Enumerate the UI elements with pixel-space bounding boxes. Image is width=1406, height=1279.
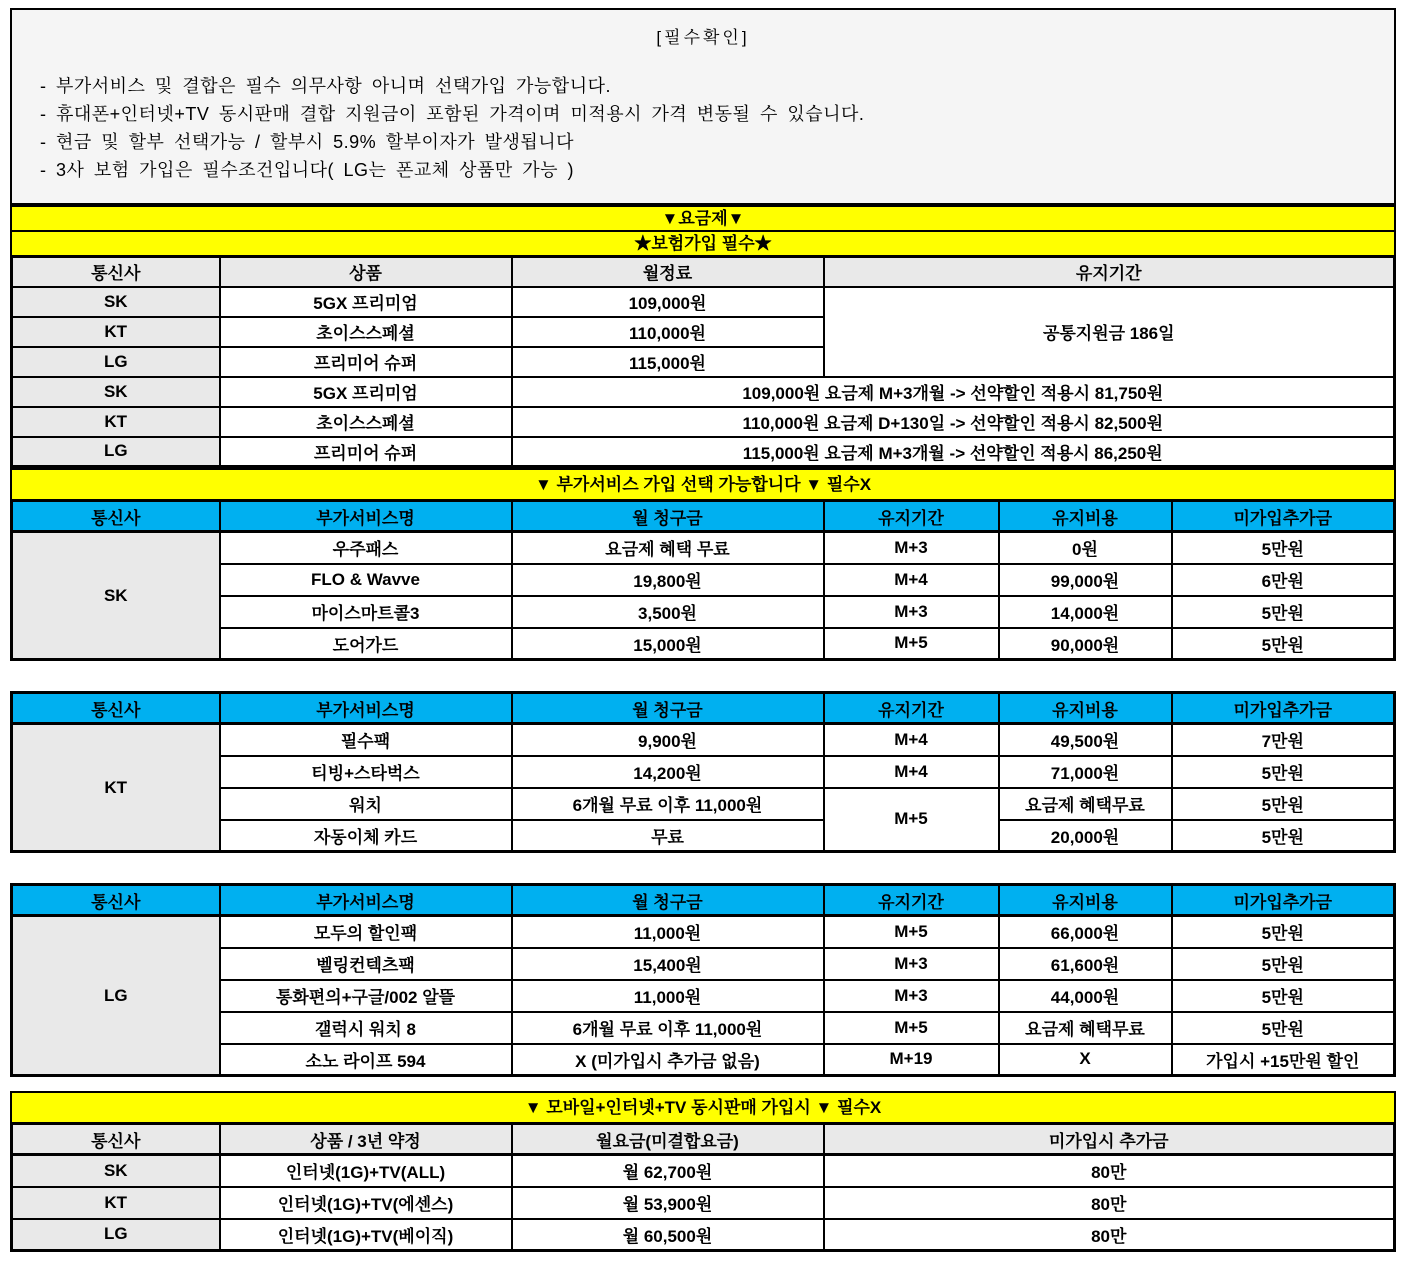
penalty-cell: 가입시 +15만원 할인 bbox=[1172, 1044, 1395, 1076]
table-row bbox=[12, 287, 1395, 317]
carrier-header: 통신사 bbox=[12, 257, 220, 287]
product-cell: 초이스스페셜 bbox=[220, 317, 512, 347]
addon-banner: ▼ 부가서비스 가입 선택 가능합니다 ▼ 필수X bbox=[10, 468, 1396, 499]
plan-banner: ▼요금제▼ bbox=[10, 205, 1396, 230]
service-name-cell: 워치 bbox=[220, 788, 512, 820]
service-name-cell: 모두의 할인팩 bbox=[220, 916, 512, 948]
product-header: 상품 bbox=[220, 257, 512, 287]
table-row bbox=[12, 916, 1395, 948]
plan-table bbox=[10, 255, 1396, 468]
monthly-fee-cell: 15,000원 bbox=[512, 628, 824, 660]
maintain-period-cell: M+3 bbox=[824, 980, 999, 1012]
insurance-banner: ★보험가입 필수★ bbox=[10, 230, 1396, 255]
table-row bbox=[12, 437, 1395, 467]
table-row bbox=[12, 1044, 1395, 1076]
maintain-cost-cell: 요금제 혜택무료 bbox=[999, 788, 1172, 820]
penalty-header: 미가입추가금 bbox=[1172, 693, 1395, 724]
maintain-cost-cell: 0원 bbox=[999, 532, 1172, 564]
section-gap bbox=[10, 661, 1396, 691]
penalty-cell: 5만원 bbox=[1172, 980, 1395, 1012]
service-name-header: 부가서비스명 bbox=[220, 501, 512, 532]
service-name-cell: 필수팩 bbox=[220, 724, 512, 756]
section-gap bbox=[10, 1077, 1396, 1091]
maintain-cost-cell: 61,600원 bbox=[999, 948, 1172, 980]
product-cell: 인터넷(1G)+TV(에센스) bbox=[220, 1187, 512, 1219]
table-header-row bbox=[12, 1124, 1395, 1155]
product-cell: 5GX 프리미엄 bbox=[220, 287, 512, 317]
product-cell: 프리미어 슈퍼 bbox=[220, 347, 512, 377]
product-cell: 프리미어 슈퍼 bbox=[220, 437, 512, 467]
penalty-cell: 80만 bbox=[824, 1187, 1395, 1219]
service-name-cell: 통화편의+구글/002 알뜰 bbox=[220, 980, 512, 1012]
table-row bbox=[12, 948, 1395, 980]
monthly-fee-cell: 월 53,900원 bbox=[512, 1187, 824, 1219]
carrier-cell: SK bbox=[12, 377, 220, 407]
table-header-row bbox=[12, 501, 1395, 532]
table-row bbox=[12, 1219, 1395, 1251]
table-header-row bbox=[12, 257, 1395, 287]
maintain-cost-cell: 49,500원 bbox=[999, 724, 1172, 756]
monthly-fee-cell: 월 60,500원 bbox=[512, 1219, 824, 1251]
maintain-period-cell: M+5 bbox=[824, 916, 999, 948]
carrier-cell: LG bbox=[12, 1219, 220, 1251]
monthly-fee-cell: 요금제 혜택 무료 bbox=[512, 532, 824, 564]
maintain-cost-cell: 71,000원 bbox=[999, 756, 1172, 788]
product-header: 상품 / 3년 약정 bbox=[220, 1124, 512, 1155]
table-row bbox=[12, 820, 1395, 852]
table-row bbox=[12, 980, 1395, 1012]
penalty-cell: 80만 bbox=[824, 1155, 1395, 1187]
service-name-cell: FLO & Wavve bbox=[220, 564, 512, 596]
penalty-header: 미가입시 추가금 bbox=[824, 1124, 1395, 1155]
monthly-fee-cell: 15,400원 bbox=[512, 948, 824, 980]
maintain-cost-header: 유지비용 bbox=[999, 885, 1172, 916]
table-row bbox=[12, 788, 1395, 820]
carrier-header: 통신사 bbox=[12, 1124, 220, 1155]
notice-line: - 현금 및 할부 선택가능 / 할부시 5.9% 할부이자가 발생됩니다 bbox=[40, 132, 575, 152]
monthly-fee-header: 월 청구금 bbox=[512, 501, 824, 532]
maintain-period-cell: M+4 bbox=[824, 724, 999, 756]
maintain-period-cell: M+5 bbox=[824, 628, 999, 660]
service-name-cell: 우주패스 bbox=[220, 532, 512, 564]
product-cell: 초이스스페셜 bbox=[220, 407, 512, 437]
service-name-cell: 소노 라이프 594 bbox=[220, 1044, 512, 1076]
monthly-fee-cell: 19,800원 bbox=[512, 564, 824, 596]
monthly-fee-cell: 무료 bbox=[512, 820, 824, 852]
monthly-fee-header: 월요금(미결합요금) bbox=[512, 1124, 824, 1155]
service-name-cell: 자동이체 카드 bbox=[220, 820, 512, 852]
monthly-fee-cell: 11,000원 bbox=[512, 980, 824, 1012]
maintain-cost-header: 유지비용 bbox=[999, 501, 1172, 532]
carrier-header: 통신사 bbox=[12, 885, 220, 916]
table-row bbox=[12, 532, 1395, 564]
maintain-cost-header: 유지비용 bbox=[999, 693, 1172, 724]
carrier-header: 통신사 bbox=[12, 693, 220, 724]
table-row bbox=[12, 756, 1395, 788]
maintain-cell: 공통지원금 186일 bbox=[824, 287, 1395, 377]
maintain-period-header: 유지기간 bbox=[824, 257, 1395, 287]
monthly-fee-cell: 월 62,700원 bbox=[512, 1155, 824, 1187]
penalty-header: 미가입추가금 bbox=[1172, 885, 1395, 916]
penalty-cell: 5만원 bbox=[1172, 948, 1395, 980]
fee-cell: 115,000원 bbox=[512, 347, 824, 377]
table-header-row bbox=[12, 693, 1395, 724]
carrier-cell: SK bbox=[12, 1155, 220, 1187]
carrier-cell: LG bbox=[12, 437, 220, 467]
penalty-cell: 5만원 bbox=[1172, 756, 1395, 788]
bundle-table bbox=[10, 1122, 1396, 1252]
monthly-fee-cell: 3,500원 bbox=[512, 596, 824, 628]
carrier-cell: SK bbox=[12, 287, 220, 317]
maintain-period-cell: M+4 bbox=[824, 756, 999, 788]
maintain-period-cell: M+5 bbox=[824, 1012, 999, 1044]
service-name-cell: 도어가드 bbox=[220, 628, 512, 660]
service-name-header: 부가서비스명 bbox=[220, 885, 512, 916]
penalty-cell: 5만원 bbox=[1172, 532, 1395, 564]
maintain-cost-cell: 99,000원 bbox=[999, 564, 1172, 596]
maintain-period-cell: M+3 bbox=[824, 596, 999, 628]
penalty-cell: 5만원 bbox=[1172, 628, 1395, 660]
monthly-fee-cell: 14,200원 bbox=[512, 756, 824, 788]
maintain-period-cell: M+19 bbox=[824, 1044, 999, 1076]
penalty-cell: 80만 bbox=[824, 1219, 1395, 1251]
service-name-header: 부가서비스명 bbox=[220, 693, 512, 724]
table-row bbox=[12, 1155, 1395, 1187]
penalty-cell: 5만원 bbox=[1172, 1012, 1395, 1044]
monthly-fee-cell: X (미가입시 추가금 없음) bbox=[512, 1044, 824, 1076]
maintain-period-cell: M+5 bbox=[824, 788, 999, 852]
fee-cell: 109,000원 bbox=[512, 287, 824, 317]
table-row bbox=[12, 1012, 1395, 1044]
maintain-cost-cell: 66,000원 bbox=[999, 916, 1172, 948]
carrier-cell: KT bbox=[12, 1187, 220, 1219]
maintain-period-header: 유지기간 bbox=[824, 501, 999, 532]
notice-title: [필수확인] bbox=[656, 28, 750, 47]
maintain-period-header: 유지기간 bbox=[824, 693, 999, 724]
discount-detail-cell: 110,000원 요금제 D+130일 -> 선약할인 적용시 82,500원 bbox=[512, 407, 1395, 437]
product-cell: 5GX 프리미엄 bbox=[220, 377, 512, 407]
maintain-period-cell: M+4 bbox=[824, 564, 999, 596]
maintain-period-cell: M+3 bbox=[824, 948, 999, 980]
maintain-cost-cell: 44,000원 bbox=[999, 980, 1172, 1012]
product-cell: 인터넷(1G)+TV(베이직) bbox=[220, 1219, 512, 1251]
maintain-cost-cell: X bbox=[999, 1044, 1172, 1076]
penalty-cell: 5만원 bbox=[1172, 788, 1395, 820]
monthly-fee-cell: 9,900원 bbox=[512, 724, 824, 756]
discount-detail-cell: 115,000원 요금제 M+3개월 -> 선약할인 적용시 86,250원 bbox=[512, 437, 1395, 467]
table-row bbox=[12, 724, 1395, 756]
service-name-cell: 마이스마트콜3 bbox=[220, 596, 512, 628]
table-row bbox=[12, 596, 1395, 628]
carrier-cell: KT bbox=[12, 407, 220, 437]
monthly-fee-cell: 6개월 무료 이후 11,000원 bbox=[512, 1012, 824, 1044]
notice-box bbox=[10, 8, 1396, 205]
carrier-header: 통신사 bbox=[12, 501, 220, 532]
penalty-header: 미가입추가금 bbox=[1172, 501, 1395, 532]
bundle-banner: ▼ 모바일+인터넷+TV 동시판매 가입시 ▼ 필수X bbox=[10, 1091, 1396, 1122]
penalty-cell: 6만원 bbox=[1172, 564, 1395, 596]
service-name-cell: 벨링컨텍츠팩 bbox=[220, 948, 512, 980]
fee-cell: 110,000원 bbox=[512, 317, 824, 347]
monthly-fee-cell: 11,000원 bbox=[512, 916, 824, 948]
carrier-cell: SK bbox=[12, 532, 220, 660]
penalty-cell: 5만원 bbox=[1172, 820, 1395, 852]
table-row bbox=[12, 1187, 1395, 1219]
notice-lines bbox=[12, 72, 1394, 184]
service-name-cell: 갤럭시 워치 8 bbox=[220, 1012, 512, 1044]
addon-table-lg bbox=[10, 883, 1396, 1077]
carrier-cell: KT bbox=[12, 724, 220, 852]
monthly-fee-header: 월 청구금 bbox=[512, 885, 824, 916]
carrier-cell: KT bbox=[12, 317, 220, 347]
maintain-cost-cell: 14,000원 bbox=[999, 596, 1172, 628]
notice-line: - 3사 보험 가입은 필수조건입니다( LG는 폰교체 상품만 가능 ) bbox=[40, 160, 575, 180]
notice-line: - 휴대폰+인터넷+TV 동시판매 결합 지원금이 포함된 가격이며 미적용시 가격 변동될 수 있습니다. bbox=[40, 104, 865, 124]
table-row bbox=[12, 407, 1395, 437]
maintain-cost-cell: 90,000원 bbox=[999, 628, 1172, 660]
monthly-fee-cell: 6개월 무료 이후 11,000원 bbox=[512, 788, 824, 820]
discount-detail-cell: 109,000원 요금제 M+3개월 -> 선약할인 적용시 81,750원 bbox=[512, 377, 1395, 407]
carrier-cell: LG bbox=[12, 347, 220, 377]
penalty-cell: 7만원 bbox=[1172, 724, 1395, 756]
maintain-period-cell: M+3 bbox=[824, 532, 999, 564]
service-name-cell: 티빙+스타벅스 bbox=[220, 756, 512, 788]
notice-line: - 부가서비스 및 결합은 필수 의무사항 아니며 선택가입 가능합니다. bbox=[40, 76, 611, 96]
table-row bbox=[12, 564, 1395, 596]
product-cell: 인터넷(1G)+TV(ALL) bbox=[220, 1155, 512, 1187]
maintain-cost-cell: 20,000원 bbox=[999, 820, 1172, 852]
penalty-cell: 5만원 bbox=[1172, 596, 1395, 628]
carrier-cell: LG bbox=[12, 916, 220, 1076]
monthly-fee-header: 월정료 bbox=[512, 257, 824, 287]
monthly-fee-header: 월 청구금 bbox=[512, 693, 824, 724]
addon-table-sk bbox=[10, 499, 1396, 661]
maintain-period-header: 유지기간 bbox=[824, 885, 999, 916]
addon-table-kt bbox=[10, 691, 1396, 853]
table-row bbox=[12, 377, 1395, 407]
penalty-cell: 5만원 bbox=[1172, 916, 1395, 948]
table-header-row bbox=[12, 885, 1395, 916]
section-gap bbox=[10, 853, 1396, 883]
maintain-cost-cell: 요금제 혜택무료 bbox=[999, 1012, 1172, 1044]
table-row bbox=[12, 628, 1395, 660]
